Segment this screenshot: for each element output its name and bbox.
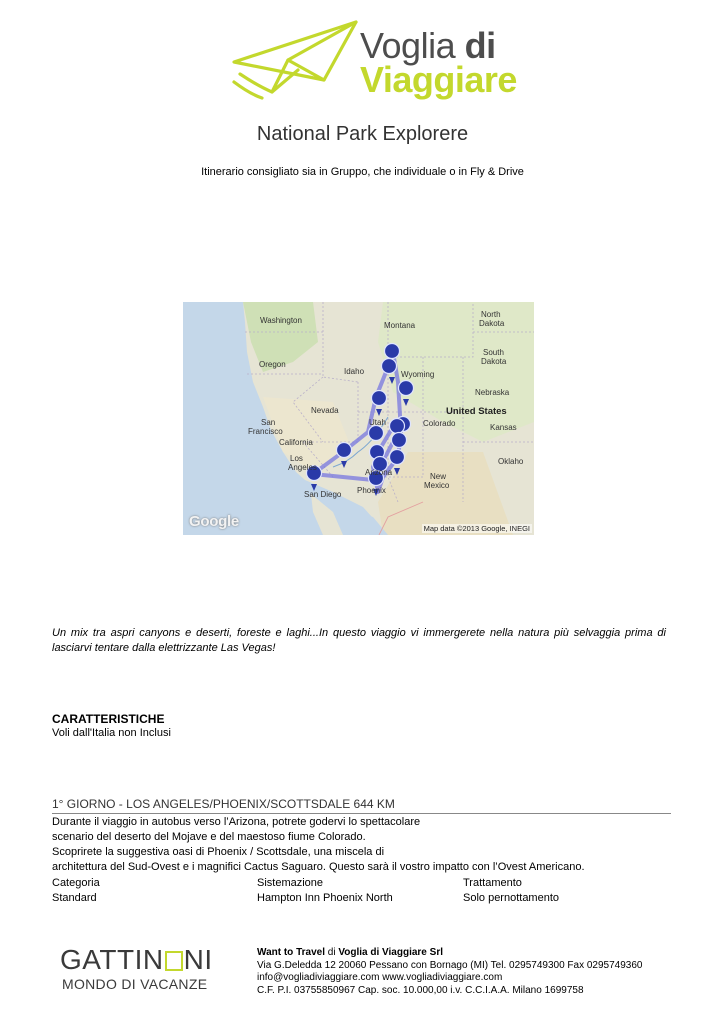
day1-line: scenario del deserto del Mojave e del maestoso fiume Colorado. bbox=[52, 831, 366, 843]
day1-line: Scoprirete la suggestiva oasi di Phoenix / Scottsdale, una miscela di bbox=[52, 846, 385, 858]
company-fiscal: C.F. P.I. 03755850967 Cap. soc. 10.000,00 i.v. C.C.I.A.A. Milano 1699758 bbox=[257, 984, 584, 996]
document-subtitle: Itinerario consigliato sia in Gruppo, che individuale o in Fly & Drive bbox=[201, 166, 524, 178]
itinerary-map bbox=[183, 302, 534, 535]
company-contacts: info@vogliadiviaggiare.com www.vogliadiviaggiare.com bbox=[257, 972, 503, 983]
map-label-colorado: Colorado bbox=[423, 419, 456, 428]
map-label-angeles: Angeles bbox=[288, 463, 317, 472]
map-label-phoenix: Phoenix bbox=[357, 486, 386, 495]
map-label-north: North bbox=[481, 310, 501, 319]
paper-plane-icon bbox=[232, 20, 360, 100]
map-label-idaho: Idaho bbox=[344, 367, 365, 376]
logo-word-voglia: Voglia bbox=[360, 25, 456, 66]
map-label-wyoming: Wyoming bbox=[401, 370, 435, 379]
map-attribution: Map data ©2013 Google, INEGI bbox=[423, 524, 530, 533]
map-label-united-states: United States bbox=[446, 406, 507, 417]
company-footer bbox=[257, 947, 642, 997]
map-label-montana: Montana bbox=[384, 321, 416, 330]
gattinoni-tagline: MONDO DI VACANZE bbox=[62, 976, 208, 992]
map-label-los: Los bbox=[290, 454, 303, 463]
logo-text-viaggiare: Viaggiare bbox=[360, 59, 517, 100]
map-label-arizona: Arizona bbox=[365, 468, 393, 477]
gattinoni-square-icon bbox=[165, 951, 183, 971]
company-name bbox=[257, 947, 642, 960]
map-label-oregon: Oregon bbox=[259, 360, 286, 369]
map-label-kansas: Kansas bbox=[490, 423, 517, 432]
company-address: Via G.Deledda 12 20060 Pessano con Bornago (MI) Tel. 0295749300 Fax 0295749360 bbox=[257, 959, 643, 971]
map-label-california: California bbox=[279, 438, 313, 447]
table-header-trattamento: Trattamento bbox=[463, 877, 522, 889]
company-brand: Want to Travel bbox=[257, 947, 325, 958]
map-label-south: South bbox=[483, 348, 504, 357]
map-label-new: New bbox=[430, 472, 447, 481]
day1-heading: 1° GIORNO - LOS ANGELES/PHOENIX/SCOTTSDALE 644 KM bbox=[52, 797, 671, 814]
map-label-nebraska: Nebraska bbox=[475, 388, 510, 397]
map-label-dakota-south: Dakota bbox=[481, 357, 507, 366]
map-label-washington: Washington bbox=[260, 316, 302, 325]
document-title: National Park Explorere bbox=[256, 123, 469, 145]
table-value-sistemazione: Hampton Inn Phoenix North bbox=[257, 892, 393, 904]
features-heading: CARATTERISTICHE bbox=[52, 712, 165, 726]
table-value-categoria: Standard bbox=[52, 892, 97, 904]
map-label-mexico: Mexico bbox=[424, 481, 450, 490]
logo-word-di: di bbox=[464, 25, 496, 66]
intro-paragraph: Un mix tra aspri canyons e deserti, foreste e laghi...In questo viaggio vi immergerete nella natura più selvaggia prima di lasciarvi tentare dalla elettrizzante Las Vegas! bbox=[52, 627, 666, 654]
map-label-san-diego: San Diego bbox=[304, 490, 342, 499]
gattinoni-logo bbox=[60, 945, 220, 995]
map-terrain bbox=[183, 302, 534, 535]
voglia-di-viaggiare-logo bbox=[232, 20, 517, 100]
google-logo: Google bbox=[189, 513, 239, 530]
map-label-francisco: Francisco bbox=[248, 427, 283, 436]
company-legal-name: Voglia di Viaggiare Srl bbox=[338, 947, 443, 958]
gattinoni-word-left: GATTIN bbox=[60, 944, 164, 975]
day1-description bbox=[52, 815, 672, 875]
table-header-categoria: Categoria bbox=[52, 877, 100, 889]
gattinoni-word-right: NI bbox=[183, 944, 213, 975]
map-label-dakota-north: Dakota bbox=[479, 319, 505, 328]
map-label-utah: Utah bbox=[369, 418, 386, 427]
company-di: di bbox=[324, 947, 339, 958]
table-header-sistemazione: Sistemazione bbox=[257, 877, 324, 889]
gattinoni-wordmark bbox=[60, 945, 213, 975]
map-label-san: San bbox=[261, 418, 276, 427]
table-value-trattamento: Solo pernottamento bbox=[463, 892, 560, 904]
day1-line: architettura del Sud-Ovest e i magnifici Cactus Saguaro. Questo sarà il vostro impatto con l’Ovest Americano. bbox=[52, 861, 585, 873]
map-label-oklahoma: Oklaho bbox=[498, 457, 524, 466]
map-label-nevada: Nevada bbox=[311, 406, 339, 415]
features-text: Voli dall'Italia non Inclusi bbox=[52, 727, 171, 739]
day1-line: Durante il viaggio in autobus verso l’Arizona, potrete godervi lo spettacolare bbox=[52, 816, 421, 828]
